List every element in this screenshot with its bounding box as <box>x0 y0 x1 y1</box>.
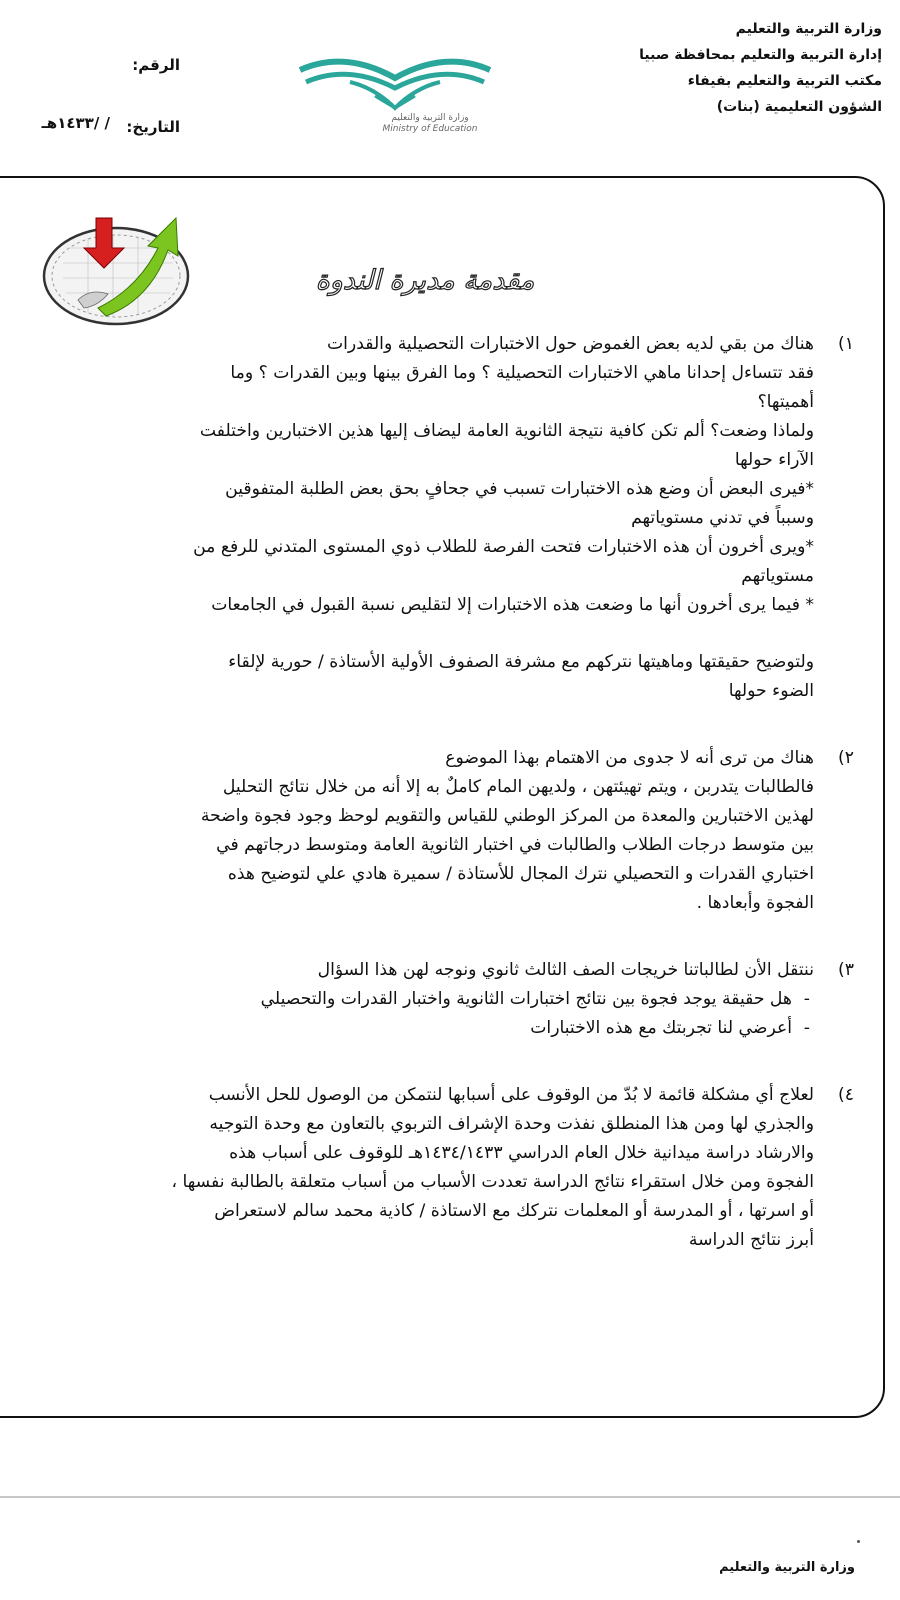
item-number: ٤) <box>838 1085 854 1105</box>
item-number: ٢) <box>838 748 854 768</box>
text-line: أو اسرتها ، أو المدرسة أو المعلمات نتركك مع الاستاذة / كاذية محمد سالم لاستعراض <box>214 1201 814 1221</box>
header-line: الشؤون التعليمية (بنات) <box>716 99 882 115</box>
text-line: والارشاد دراسة ميدانية خلال العام الدراسي ١٤٣٤/١٤٣٣هـ للوقوف على أسباب هذه <box>229 1143 814 1163</box>
text-line: الآراء حولها <box>734 450 814 470</box>
next-page-header: وزارة التربية والتعليم <box>719 1560 855 1575</box>
text-line: والجذري لها ومن هذا المنطلق نفذت وحدة الإشراف التربوي بالتعاون مع وحدة التوجيه <box>209 1114 814 1134</box>
date-label: التاريخ: <box>126 118 180 136</box>
list-item <box>12 330 854 706</box>
text-line: *ويرى أخرون أن هذه الاختبارات فتحت الفرصة للطلاب ذوي المستوى المتدني للرفع من <box>193 537 814 557</box>
logo-caption-arabic: وزارة التربية والتعليم <box>391 113 469 123</box>
bullet-line: - هل حقيقة يوجد فجوة بين نتائج اختبارات الثانوية واختبار القدرات والتحصيلي <box>12 985 814 1014</box>
header-line: وزارة التربية والتعليم <box>735 21 882 37</box>
text-line: لهذين الاختبارين والمعدة من المركز الوطني للقياس والتقويم لوحظ وجود فجوة واضحة <box>200 806 814 826</box>
list-item <box>12 1081 854 1255</box>
list-item <box>12 744 854 918</box>
text-line: فقد تتساءل إحدانا ماهي الاختبارات التحصيلية ؟ وما الفرق بينها وبين القدرات ؟ وما <box>230 363 814 383</box>
page-title: مقدمة مديرة الندوة <box>315 265 535 296</box>
text-line: أهميتها؟ <box>757 392 814 412</box>
reference-block <box>0 50 200 174</box>
page-separator <box>0 1496 900 1498</box>
header-line: مكتب التربية والتعليم بفيفاء <box>687 73 882 89</box>
text-line: هناك من بقي لديه بعض الغموض حول الاختبارات التحصيلية والقدرات <box>326 334 814 354</box>
text-line: ننتقل الأن لطالباتنا خريجات الصف الثالث ثانوي ونوجه لهن هذا السؤال <box>317 960 814 980</box>
text-line: هناك من ترى أنه لا جدوى من الاهتمام بهذا الموضوع <box>445 748 814 768</box>
text-line: وسبباً في تدني مستوياتهم <box>631 508 814 528</box>
seminar-script <box>12 330 854 1255</box>
number-label: الرقم: <box>132 56 180 74</box>
text-line: الفجوة ومن خلال استقراء نتائج الدراسة تعددت الأسباب من أسباب متعلقة بالطالبة نفسها ، <box>171 1172 814 1192</box>
scan-speck <box>857 1540 860 1543</box>
ministry-logo <box>290 48 500 148</box>
date-value: / /١٤٣٣هـ <box>41 114 110 132</box>
header-line: إدارة التربية والتعليم بمحافظة صبيا <box>639 47 882 63</box>
text-line: لعلاج أي مشكلة قائمة لا بُدّ من الوقوف على أسبابها لنتمكن من الوصول للحل الأنسب <box>208 1085 814 1105</box>
logo-caption-english: Ministry of Education <box>382 124 478 134</box>
text-line: اختباري القدرات و التحصيلي نترك المجال للأستاذة / سميرة هادي علي لتوضيح هذه <box>227 864 814 884</box>
text-line: ولماذا وضعت؟ ألم تكن كافية نتيجة الثانوية العامة ليضاف إليها هذين الاختبارين واختلفت <box>199 421 814 441</box>
ministry-header <box>622 16 882 120</box>
item-number: ١) <box>838 334 854 354</box>
text-line: ولتوضيح حقيقتها وماهيتها نتركهم مع مشرفة الصفوف الأولية الأستاذة / حورية لإلقاء <box>228 652 814 672</box>
text-line: الفجوة وأبعادها . <box>696 893 814 913</box>
list-item <box>12 956 854 1043</box>
item-number: ٣) <box>838 960 854 980</box>
text-line: بين متوسط درجات الطلاب والطالبات في اختبار الثانوية العامة ومتوسط درجاتهم في <box>216 835 814 855</box>
text-line: *فيرى البعض أن وضع هذه الاختبارات تسبب في جحافٍ بحق بعض الطلبة المتفوقين <box>225 479 814 499</box>
text-line: مستوياتهم <box>741 566 814 586</box>
logo-caption <box>370 113 490 135</box>
text-line: فالطالبات يتدربن ، ويتم تهيئتهن ، ولديهن المام كاملٌ به إلا أنه من خلال نتائج التحليل <box>222 777 814 797</box>
bullet-line: - أعرضي لنا تجربتك مع هذه الاختبارات <box>12 1014 814 1043</box>
text-line: * فيما يرى أخرون أنها ما وضعت هذه الاختبارات إلا لتقليص نسبة القبول في الجامعات <box>211 595 814 615</box>
up-down-arrows-icon <box>28 208 203 333</box>
text-line: الضوء حولها <box>728 681 814 701</box>
text-line: أبرز نتائج الدراسة <box>688 1230 814 1250</box>
exams-emblem <box>28 208 203 333</box>
